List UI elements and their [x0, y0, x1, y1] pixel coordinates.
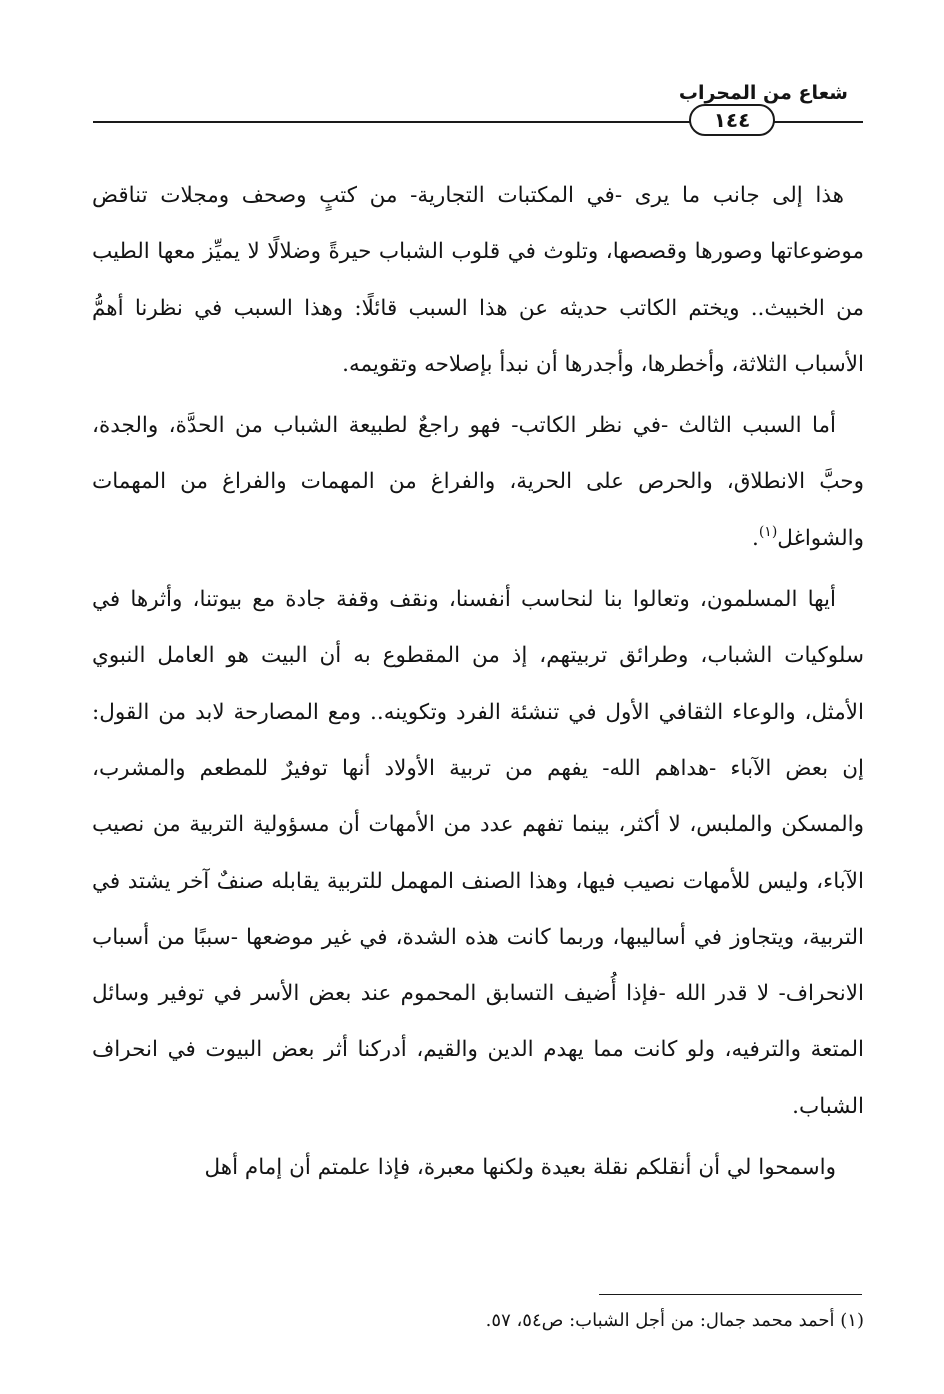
page-number-badge — [689, 104, 775, 136]
footnote-marker: (١) — [758, 523, 778, 540]
paragraph-3: أيها المسلمون، وتعالوا بنا لنحاسب أنفسنا، ونقف وقفة جادة مع بيوتنا، وأثرها في سلوكيات الشباب، وطرائق تربيتهم، إذ من المقطوع به أن البيت هو العامل النبوي الأمثل، والوعاء الثقافي الأول في تنشئة الفرد وتكوينه.. ومع المصارحة لابد من القول: إن بعض الآباء -هداهم الله- يفهم من تربية الأولاد أنها توفيرٌ للمطعم والمشرب، والمسكن والملبس، لا أكثر، بينما تفهم عدد من الأمهات أن مسؤولية التربية من نصيب الآباء، وليس للأمهات نصيب فيها، وهذا الصنف المهمل للتربية يقابله صنفٌ آخر يشتد في التربية، ويتجاوز في أساليبها، وربما كانت هذه الشدة، في غير موضعها -سببًا من أسباب الانحراف- لا قدر الله -فإذا أُضيف التسابق المحموم عند بعض الأسر في توفير وسائل المتعة والترفيه، ولو كانت مما يهدم الدين والقيم، أدركنا أثر بعض البيوت في انحراف الشباب. — [92, 587, 864, 1119]
footnote-rule — [599, 1294, 862, 1295]
paragraph-2-text: أما السبب الثالث -في نظر الكاتب- فهو راجعٌ لطبيعة الشباب من الحدَّة، والجدة، وحبَّ الانطلاق، والحرص على الحرية، والفراغ من المهمات والفراغ من المهمات والشواغل — [92, 413, 864, 551]
footnote: (١) أحمد محمد جمال: من أجل الشباب: ص٥٤، ٥٧. — [485, 1310, 864, 1331]
body-text — [92, 168, 864, 1201]
paragraph-4: واسمحوا لي أن أنقلكم نقلة بعيدة ولكنها معبرة، فإذا علمتم أن إمام أهل — [204, 1155, 836, 1181]
page-number: ١٤٤ — [713, 108, 751, 132]
paragraph-2 — [92, 398, 864, 567]
paragraph-2-end: . — [751, 525, 759, 551]
paragraph-1: هذا إلى جانب ما يرى -في المكتبات التجارية- من كتبٍ وصحف ومجلات تناقض موضوعاتها وصورها وقصصها، وتلوث في قلوب الشباب حيرةً وضلالًا لا يميِّز معها الطيب من الخبيث.. ويختم الكاتب حديثه عن هذا السبب قائلًا: وهذا السبب في نظرنا أهمُّ الأسباب الثلاثة، وأخطرها، وأجدرها أن نبدأ بإصلاحه وتقويمه. — [92, 183, 864, 377]
running-title: شعاع من المحراب — [678, 82, 848, 104]
